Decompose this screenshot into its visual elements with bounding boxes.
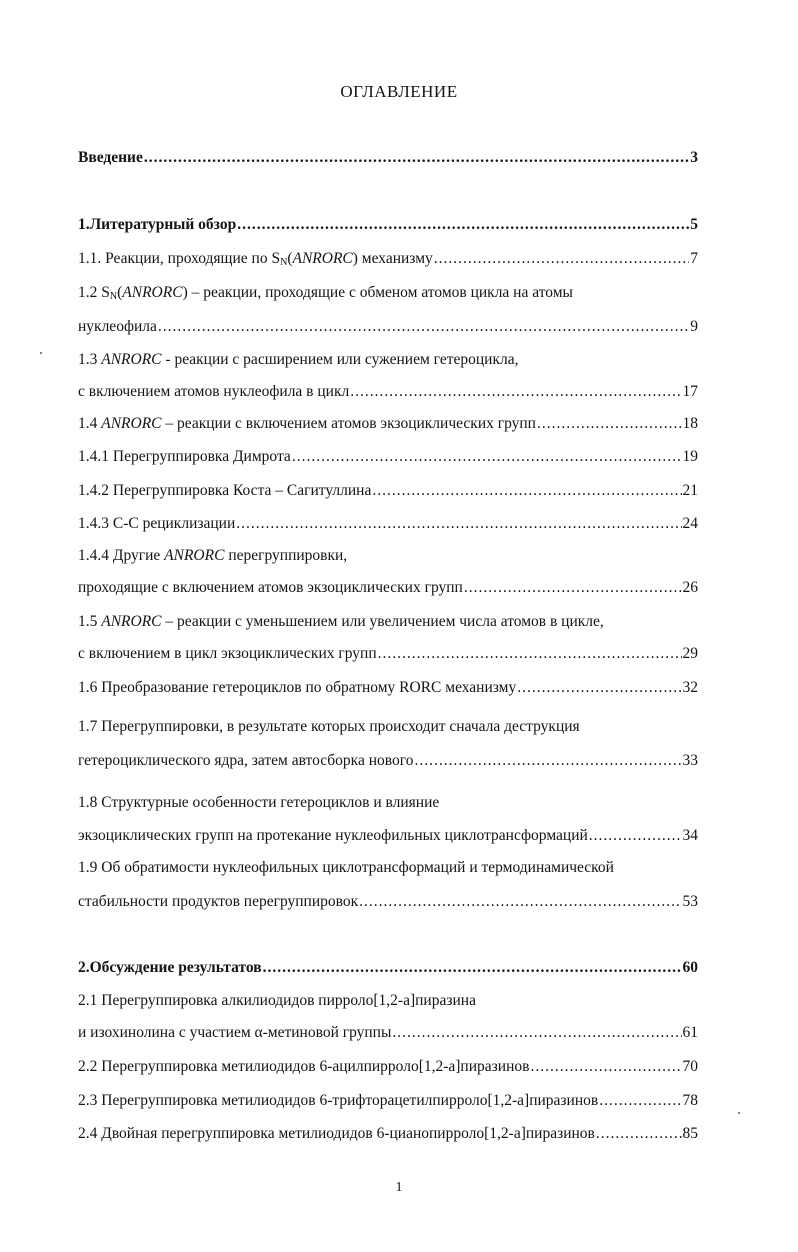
toc-entry-2-2[interactable]	[78, 1057, 698, 1077]
toc-entry-page: 24	[682, 515, 698, 532]
toc-entry-1-6[interactable]	[78, 678, 698, 698]
toc-entry-page: 60	[682, 959, 698, 976]
toc-entry-page: 85	[682, 1125, 698, 1142]
toc-entry-text: 1.Литературный обзор	[78, 216, 237, 233]
toc-leader-dots	[263, 958, 682, 978]
toc-leader-dots	[589, 826, 682, 846]
toc-entry-text: 1.1. Реакции, проходящие по $S_N(ANRORC)$ механизму	[78, 250, 433, 268]
toc-entry-1-5[interactable]	[78, 612, 698, 632]
scan-speck	[40, 352, 42, 354]
toc-entry-page: 5	[690, 216, 698, 233]
toc-entry-text: 1.4.3 С-С рециклизации	[78, 515, 236, 532]
toc-entry-2-1-cont[interactable]	[78, 1023, 698, 1043]
toc-leader-dots	[517, 678, 681, 698]
scan-speck	[738, 1112, 740, 1114]
toc-entry-text: 1.7 Перегруппировки, в результате которых происходит сначала деструкция	[78, 718, 580, 735]
toc-leader-dots	[359, 892, 681, 912]
toc-entry-page: 9	[690, 318, 698, 335]
toc-entry-text: 2.4 Двойная перегруппировка метилиодидов 6-цианопирроло[1,2-а]пиразинов	[78, 1125, 595, 1142]
toc-entry-1-4-3[interactable]	[78, 514, 698, 534]
toc-entry-discussion[interactable]	[78, 958, 698, 978]
toc-entry-page: 32	[682, 679, 698, 696]
toc-entry-text: стабильности продуктов перегруппировок	[78, 893, 359, 910]
toc-entry-1-8-cont[interactable]	[78, 826, 698, 846]
toc-leader-dots	[530, 1057, 681, 1077]
toc-entry-page: 19	[682, 448, 698, 465]
toc-entry-1-9-cont[interactable]	[78, 892, 698, 912]
toc-entry-page: 33	[682, 752, 698, 769]
toc-entry-page: 17	[682, 383, 698, 400]
toc-entry-text: 1.2 $S_N(ANRORC)$ – реакции, проходящие с обменом атомов цикла на атомы	[78, 284, 573, 302]
toc-entry-page: 3	[690, 149, 698, 166]
toc-entry-text: 1.8 Структурные особенности гетероциклов и влияние	[78, 794, 440, 811]
toc-entry-1-4-1[interactable]	[78, 447, 698, 467]
toc-entry-text: 1.4.1 Перегруппировка Димрота	[78, 448, 291, 465]
toc-entry-1-3[interactable]	[78, 350, 698, 370]
toc-entry-page: 18	[682, 415, 698, 432]
toc-entry-page: 53	[682, 893, 698, 910]
toc-entry-text: 1.4.2 Перегруппировка Коста – Сагитуллина	[78, 482, 372, 499]
toc-entry-2-1[interactable]	[78, 991, 698, 1011]
toc-entry-text: и изохинолина с участием α-метиновой группы	[78, 1024, 392, 1041]
toc-entry-page: 78	[682, 1092, 698, 1109]
toc-leader-dots	[464, 578, 682, 598]
toc-leader-dots	[378, 644, 682, 664]
toc-entry-2-4[interactable]	[78, 1124, 698, 1144]
toc-leader-dots	[158, 317, 689, 337]
toc-leader-dots	[237, 215, 689, 235]
toc-entry-page: 26	[682, 579, 698, 596]
toc-entry-1-4[interactable]	[78, 414, 698, 434]
toc-entry-1-3-cont[interactable]	[78, 382, 698, 402]
toc-entry-text: с включением атомов нуклеофила в цикл	[78, 383, 350, 400]
toc-entry-text: 1.9 Об обратимости нуклеофильных циклотрансформаций и термодинамической	[78, 859, 614, 876]
toc-entry-1-4-2[interactable]	[78, 481, 698, 501]
toc-entry-1-7[interactable]	[78, 717, 698, 737]
toc-leader-dots	[414, 751, 681, 771]
toc-entry-1-1[interactable]	[78, 249, 698, 273]
page-number: 1	[395, 1180, 403, 1195]
toc-leader-dots	[537, 414, 682, 434]
toc-entry-text: 1.4 ANRORC – реакции с включением атомов экзоциклических групп	[78, 415, 536, 432]
toc-entry-text: 2.3 Перегруппировка метилиодидов 6-трифторацетилпирроло[1,2-а]пиразинов	[78, 1092, 599, 1109]
toc-entry-text: нуклеофила	[78, 318, 157, 335]
toc-entry-text: 2.Обсуждение результатов	[78, 959, 262, 976]
toc-entry-1-5-cont[interactable]	[78, 644, 698, 664]
toc-entry-1-9[interactable]	[78, 858, 698, 878]
page-title: ОГЛАВЛЕНИЕ	[340, 82, 458, 101]
toc-entry-1-2[interactable]	[78, 283, 698, 307]
toc-entry-1-4-4[interactable]	[78, 546, 698, 566]
toc-entry-text: 1.4.4 Другие ANRORC перегруппировки,	[78, 547, 348, 564]
toc-leader-dots	[434, 249, 689, 269]
toc-entry-text: 2.2 Перегруппировка метилиодидов 6-ацилпирроло[1,2-а]пиразинов	[78, 1058, 530, 1075]
toc-entry-page: 70	[682, 1058, 698, 1075]
toc-entry-1-8[interactable]	[78, 793, 698, 813]
toc-entry-page: 61	[682, 1024, 698, 1041]
toc-entry-text: экзоциклических групп на протекание нуклеофильных циклотрансформаций	[78, 827, 588, 844]
toc-leader-dots	[350, 382, 681, 402]
toc-entry-page: 34	[682, 827, 698, 844]
toc-leader-dots	[392, 1023, 681, 1043]
toc-entry-literature-review[interactable]	[78, 215, 698, 235]
toc-entry-text: 1.3 ANRORC - реакции с расширением или сужением гетероцикла,	[78, 351, 519, 368]
toc-entry-text: 1.6 Преобразование гетероциклов по обратному RORC механизму	[78, 679, 517, 696]
toc-entry-1-2-cont[interactable]	[78, 317, 698, 337]
toc-entry-1-4-4-cont[interactable]	[78, 578, 698, 598]
toc-entry-1-7-cont[interactable]	[78, 751, 698, 771]
toc-leader-dots	[292, 447, 682, 467]
toc-leader-dots	[596, 1124, 682, 1144]
toc-entry-text: 1.5 ANRORC – реакции с уменьшением или увеличением числа атомов в цикле,	[78, 613, 604, 630]
toc-entry-text: проходящие с включением атомов экзоциклических групп	[78, 579, 463, 596]
toc-entry-introduction[interactable]	[78, 148, 698, 168]
toc-entry-text: гетероциклического ядра, затем автосборка нового	[78, 752, 414, 769]
toc-leader-dots	[372, 481, 681, 501]
toc-entry-page: 21	[682, 482, 698, 499]
toc-entry-text: с включением в цикл экзоциклических групп	[78, 645, 377, 662]
toc-entry-text: Введение	[78, 149, 143, 166]
toc-leader-dots	[236, 514, 681, 534]
toc-entry-page: 29	[682, 645, 698, 662]
toc-entry-text: 2.1 Перегруппировка алкилиодидов пирроло[1,2-а]пиразина	[78, 992, 476, 1009]
toc-entry-page: 7	[690, 250, 698, 267]
toc-leader-dots	[599, 1091, 681, 1111]
toc-entry-2-3[interactable]	[78, 1091, 698, 1111]
toc-leader-dots	[144, 148, 689, 168]
